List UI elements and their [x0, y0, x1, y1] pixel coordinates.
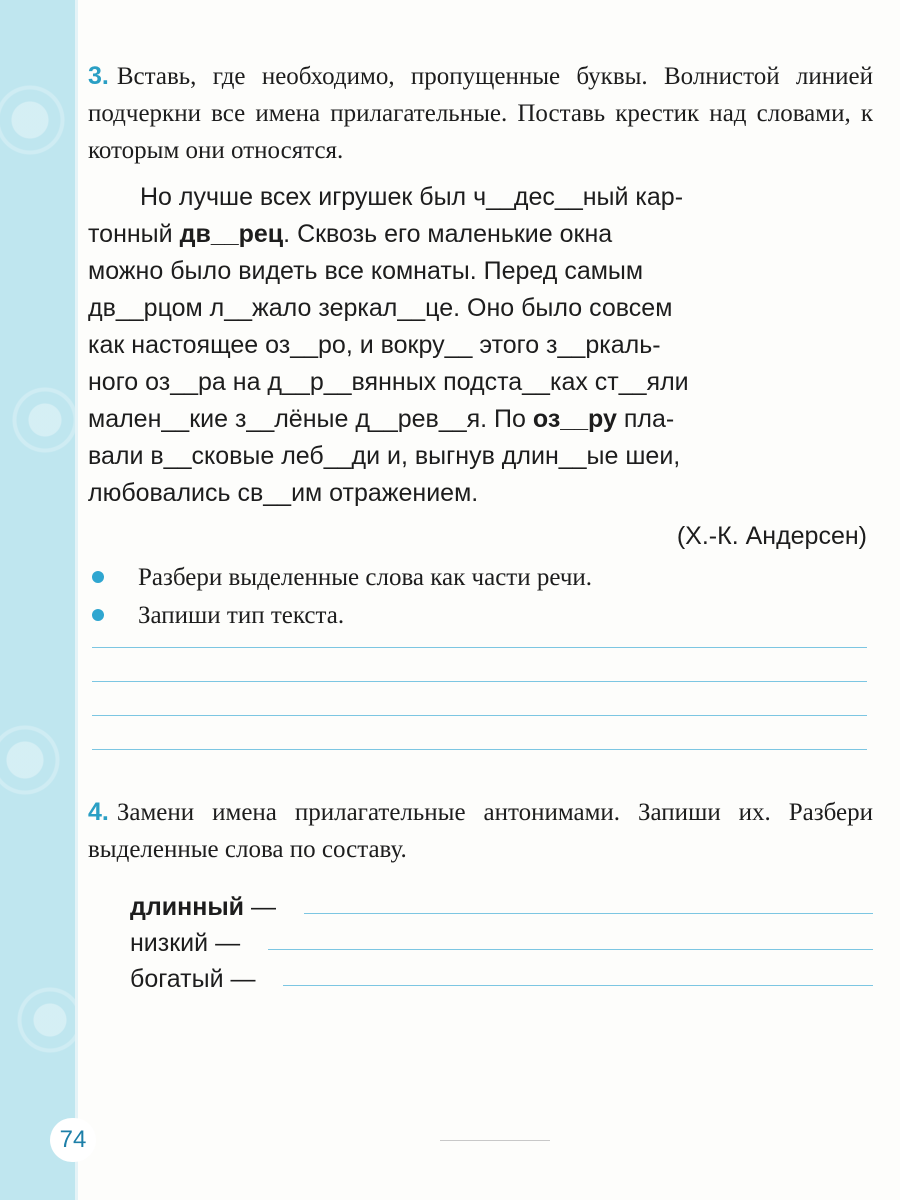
- text-line-2: [88, 216, 873, 253]
- text-line-5: как настоящее оз__ро, и вокру__ этого з__ркаль-: [88, 331, 661, 359]
- text-line-7-end: пла-: [616, 405, 675, 433]
- task-3-text: [88, 179, 873, 512]
- text-line-6: ного оз__ра на д__р__вянных подста__ках ст__яли: [88, 368, 689, 396]
- writing-line[interactable]: [92, 749, 867, 750]
- text-line-1: Но лучше всех игрушек был ч__дес__ный кар-: [140, 183, 684, 211]
- margin-edge: [75, 0, 78, 1200]
- bullet-dot-icon: [92, 609, 104, 621]
- dash: —: [215, 929, 241, 957]
- answer-row-nizkij: [130, 922, 873, 958]
- task-3-bullets: [88, 559, 873, 635]
- workbook-page: [88, 58, 873, 994]
- text-line-2-start: тонный: [88, 220, 180, 248]
- dash: —: [230, 965, 256, 993]
- answer-writing-lines: [88, 647, 873, 750]
- dash: —: [251, 893, 276, 921]
- text-line-7-start: мален__кие з__лёные д__рев__я. По: [88, 405, 533, 433]
- antonym-answers: [130, 886, 873, 994]
- task-3-number: 3.: [88, 62, 109, 90]
- text-line-9: любовались св__им отражением.: [88, 479, 479, 507]
- bullet-item-parts-of-speech: [88, 559, 873, 597]
- writing-line[interactable]: [92, 715, 867, 716]
- answer-row-bogatyj: [130, 958, 873, 994]
- decorative-margin-band: [0, 0, 75, 1200]
- word-nizkij: низкий: [130, 929, 209, 957]
- bold-word-ozeru: оз__ру: [532, 405, 617, 433]
- page-number: 74: [50, 1118, 96, 1162]
- text-line-4: дв__рцом л__жало зеркал__це. Оно было совсем: [88, 294, 673, 322]
- task-4-number: 4.: [88, 798, 109, 826]
- word-bogatyj: богатый: [130, 965, 224, 993]
- text-line-8: вали в__сковые леб__ди и, выгнув длин__ые шеи,: [88, 442, 681, 470]
- answer-line[interactable]: [304, 913, 873, 914]
- bullet-text: Разбери выделенные слова как части речи.: [138, 564, 593, 591]
- bullet-dot-icon: [92, 571, 104, 583]
- text-line-7: [88, 401, 873, 438]
- text-line-3: можно было видеть все комнаты. Перед самым: [88, 257, 644, 285]
- writing-line[interactable]: [92, 681, 867, 682]
- task-3-instruction: [88, 58, 873, 169]
- bullet-text: Запиши тип текста.: [138, 602, 345, 629]
- answer-row-dlinnyj: [130, 886, 873, 922]
- task-4-instruction-text: Замени имена прилагательные антонимами. Запиши их. Разбери выделенные слова по составу.: [88, 799, 873, 863]
- author-attribution: (Х.-К. Андерсен): [676, 522, 867, 550]
- bullet-item-text-type: [88, 597, 873, 635]
- word-dlinnyj: длинный: [130, 893, 245, 921]
- task-3-instruction-text: Вставь, где необходимо, пропущенные буквы. Волнистой линией подчеркни все имена прилагательные. Поставь крестик над словами, к которым они относятся.: [88, 63, 873, 164]
- bottom-rule: [440, 1140, 550, 1141]
- answer-line[interactable]: [268, 949, 873, 950]
- task-4-instruction: [88, 794, 873, 868]
- bold-word-dvorec: дв__рец: [179, 220, 284, 248]
- answer-line[interactable]: [283, 985, 873, 986]
- text-line-2-end: . Сквозь его маленькие окна: [283, 220, 613, 248]
- writing-line[interactable]: [92, 647, 867, 648]
